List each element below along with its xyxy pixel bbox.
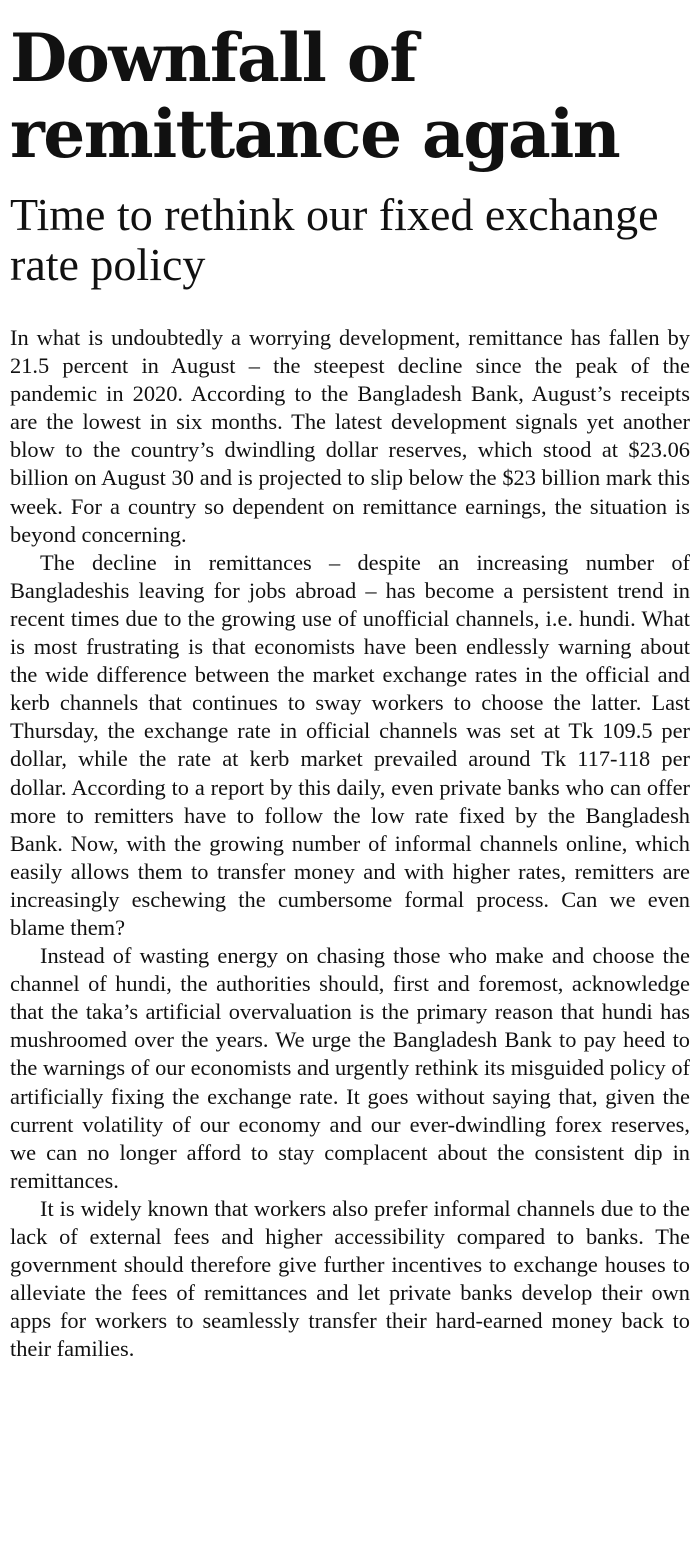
article-body [10, 324, 690, 1363]
paragraph-1: In what is undoubtedly a worrying development, remittance has fallen by 21.5 percent in August – the steepest decline since the peak of the pandemic in 2020. According to the Bangladesh Bank, August’s receipts are the lowest in six months. The latest development signals yet another blow to the country’s dwindling dollar reserves, which stood at $23.06 billion on August 30 and is projected to slip below the $23 billion mark this week. For a country so dependent on remittance earnings, the situation is beyond concerning. [10, 325, 690, 547]
subheadline: Time to rethink our fixed exchange rate policy [10, 189, 659, 290]
paragraph-2: The decline in remittances – despite an increasing number of Bangladeshis leaving for jobs abroad – has become a persistent trend in recent times due to the growing use of unofficial channels, i.e. hundi. What is most frustrating is that economists have been endlessly warning about the wide difference between the market exchange rates in the official and kerb channels that continues to sway workers to choose the latter. Last Thursday, the exchange rate in official channels was set at Tk 109.5 per dollar, while the rate at kerb market prevailed around Tk 117-118 per dollar. According to a report by this daily, even private banks who can offer more to remitters have to follow the low rate fixed by the Bangladesh Bank. Now, with the growing number of informal channels online, which easily allows them to transfer money and with higher rates, remitters are increasingly eschewing the cumbersome formal process. Can we even blame them? [10, 549, 690, 940]
headline: Downfall of remittance again [10, 19, 620, 173]
paragraph-3: Instead of wasting energy on chasing those who make and choose the channel of hundi, the authorities should, first and foremost, acknowledge that the taka’s artificial overvaluation is the primary reason that hundi has mushroomed over the years. We urge the Bangladesh Bank to pay heed to the warnings of our economists and urgently rethink its misguided policy of artificially fixing the exchange rate. It goes without saying that, given the current volatility of our economy and our ever-dwindling forex reserves, we can no longer afford to stay complacent about the consistent dip in remittances. [10, 943, 690, 1193]
paragraph-4: It is widely known that workers also prefer informal channels due to the lack of external fees and higher accessibility compared to banks. The government should therefore give further incentives to exchange houses to alleviate the fees of remittances and let private banks develop their own apps for workers to seamlessly transfer their hard-earned money back to their families. [10, 1195, 690, 1362]
